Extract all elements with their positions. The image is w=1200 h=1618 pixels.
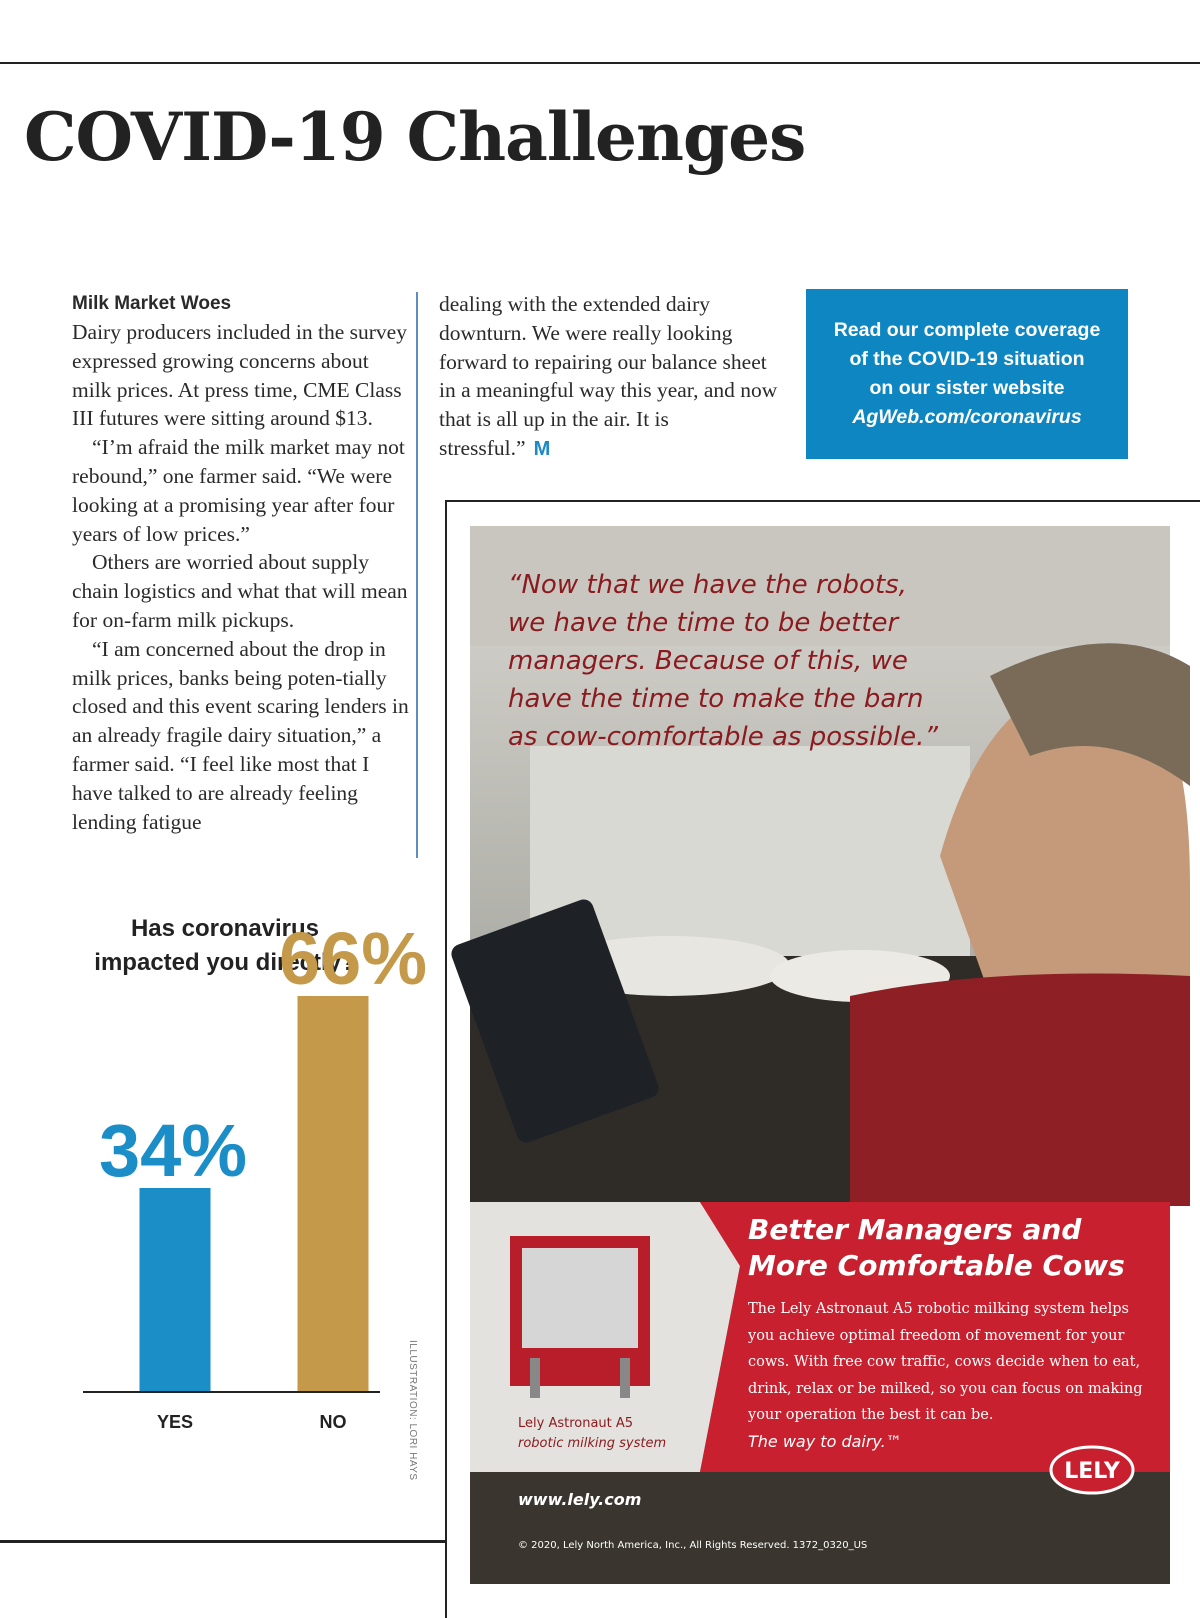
lely-logo-icon bbox=[1048, 1444, 1136, 1496]
page-title: COVID-19 Challenges bbox=[24, 98, 806, 176]
end-mark-icon: M bbox=[533, 437, 551, 460]
svg-text:LELY: LELY bbox=[1064, 1459, 1120, 1484]
lely-url-link[interactable]: www.lely.com bbox=[518, 1490, 642, 1509]
paragraph-text: dealing with the extended dairy downturn. We were really looking forward to repairing our balance sheet in a meaningful way this year, and now that is all up in the air. It is stressful.” bbox=[439, 292, 778, 460]
ad-body-copy: The Lely Astronaut A5 robotic milking system helps you achieve optimal freedom of movement for your cows. With free cow traffic, cows decide when to eat, drink, relax or be milked, so you can focus on making your operation the best it can be. bbox=[748, 1301, 1143, 1423]
bar-no bbox=[298, 996, 369, 1392]
ad-headline-line: More Comfortable Cows bbox=[748, 1249, 1125, 1282]
product-name: Lely Astronaut A5 bbox=[518, 1416, 634, 1431]
article-column-1 bbox=[72, 290, 412, 836]
coverage-callout[interactable] bbox=[806, 289, 1128, 459]
ad-headline bbox=[748, 1212, 1168, 1284]
paragraph bbox=[439, 290, 779, 464]
bottom-rule bbox=[0, 1540, 445, 1543]
bar-yes bbox=[140, 1188, 211, 1392]
paragraph: Dairy producers included in the survey expressed growing concerns about milk prices. At press time, CME Class III futures were sitting around $13. bbox=[72, 320, 407, 431]
ad-tagline: The way to dairy.™ bbox=[748, 1432, 902, 1451]
tick-label-yes: YES bbox=[156, 1412, 194, 1432]
data-label-yes: 34% bbox=[98, 1109, 248, 1192]
article-column-2 bbox=[439, 290, 779, 464]
callout-line: of the COVID-19 situation bbox=[849, 348, 1085, 370]
testimonial-quote: “Now that we have the robots, we have the time to be better managers. Because of this, we have the time to make the barn as cow-comfortable as possible.” bbox=[508, 570, 938, 752]
column-divider bbox=[416, 292, 418, 858]
top-rule bbox=[0, 62, 1200, 64]
lely-advertisement bbox=[470, 526, 1170, 1584]
tick-label-no: NO bbox=[319, 1412, 347, 1432]
copyright-notice: © 2020, Lely North America, Inc., All Rights Reserved. 1372_0320_US bbox=[518, 1540, 868, 1551]
ad-headline-line: Better Managers and bbox=[748, 1213, 1082, 1246]
paragraph: Others are worried about supply chain logistics and what that will mean for on-farm milk pickups. bbox=[72, 550, 408, 632]
ad-frame-left bbox=[445, 500, 447, 1618]
callout-line: on our sister website bbox=[869, 377, 1065, 399]
ad-frame-top bbox=[445, 500, 1200, 502]
illustration-credit: ILLUSTRATION: LORI HAYS bbox=[407, 1340, 418, 1481]
callout-line: Read our complete coverage bbox=[833, 319, 1101, 341]
chart-question-line: Has coronavirus bbox=[130, 915, 320, 942]
agweb-link[interactable]: AgWeb.com/coronavirus bbox=[852, 406, 1082, 428]
product-subtitle: robotic milking system bbox=[518, 1436, 667, 1451]
chart-question-line: impacted you directly? bbox=[94, 949, 356, 976]
paragraph: “I am concerned about the drop in milk prices, banks being poten-tially closed and this event scaring lenders in an already fragile dairy situation,” a farmer said. “I feel like most that I have talked to are already feeling lending fatigue bbox=[72, 636, 409, 834]
section-heading: Milk Market Woes bbox=[72, 293, 232, 314]
paragraph: “I’m afraid the milk market may not rebound,” one farmer said. “We were looking at a promising year after four years of low prices.” bbox=[72, 435, 405, 546]
data-label-no: 66% bbox=[278, 917, 428, 1000]
